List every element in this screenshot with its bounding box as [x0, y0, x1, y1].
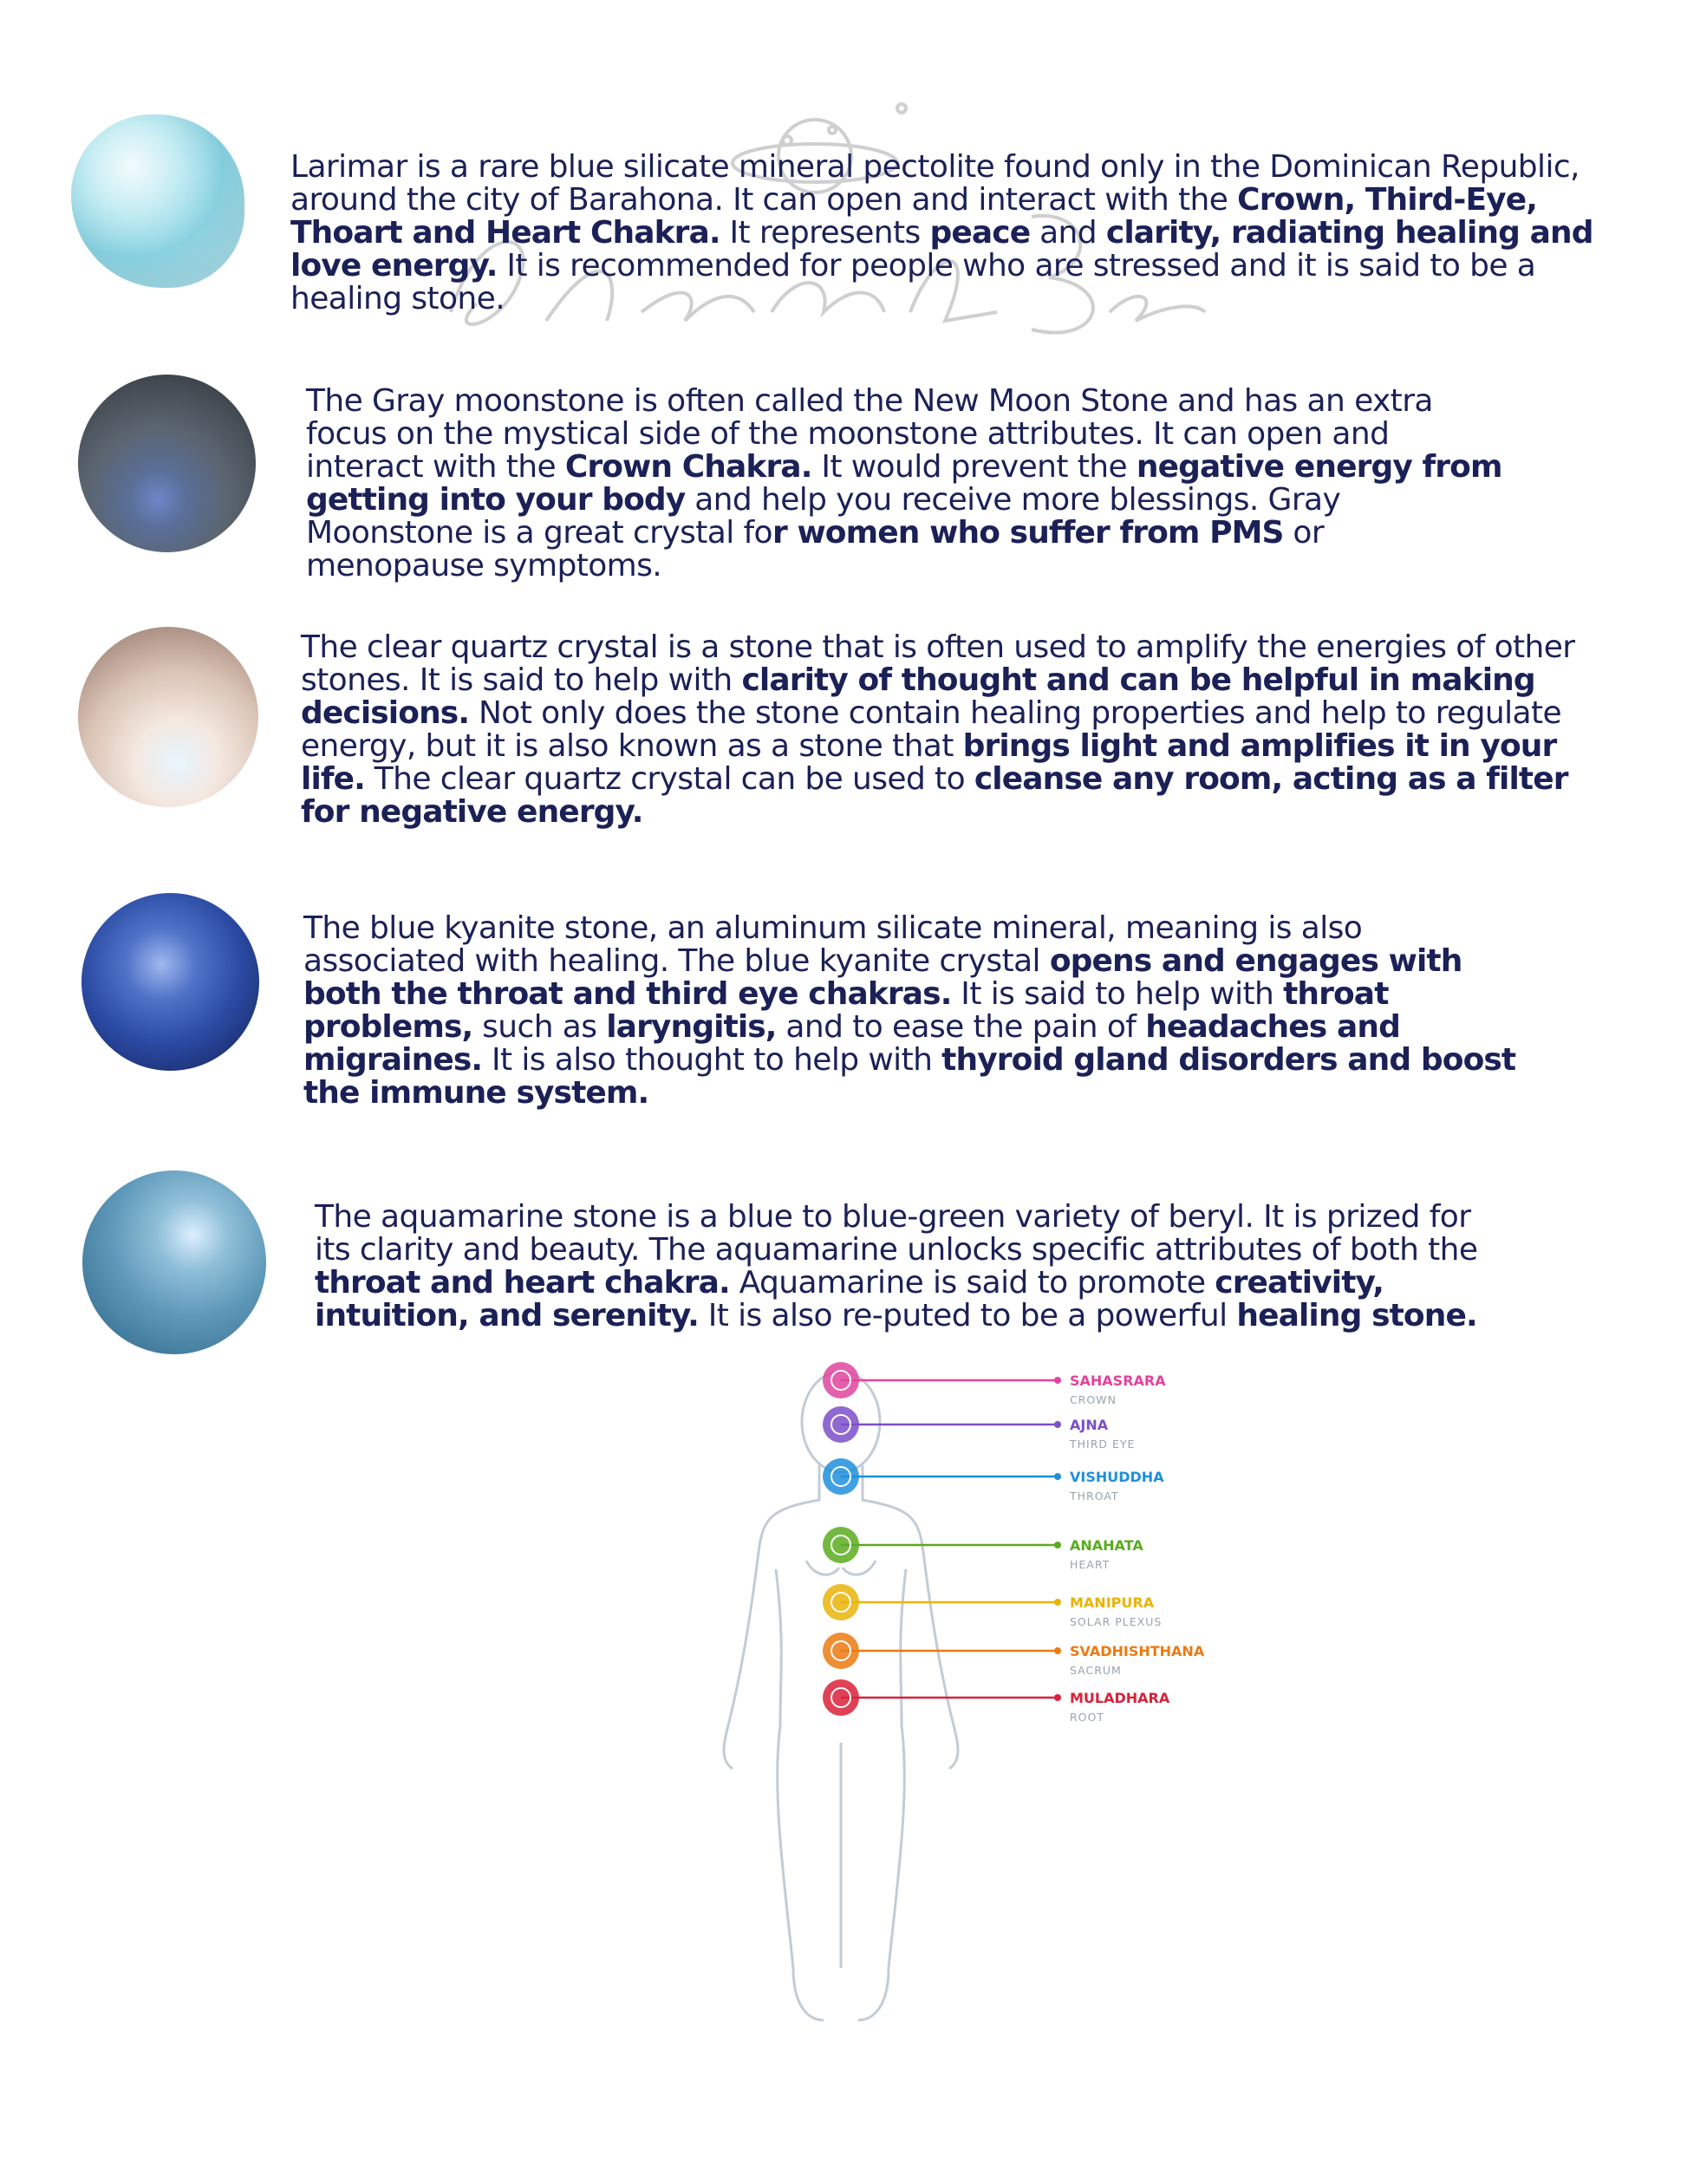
clear-quartz-description — [301, 631, 1580, 829]
bold-text: r women who suffer from PMS — [772, 515, 1284, 551]
aquamarine-description — [315, 1201, 1511, 1333]
chakra-name-label: AJNA — [1070, 1417, 1109, 1433]
chakra-name-label: ANAHATA — [1070, 1537, 1143, 1554]
larimar-stone-image — [71, 114, 244, 288]
text-run: It is recommended for people who are stressed and it is said to be a healing stone. — [290, 248, 1536, 316]
text-run: It is also re-puted to be a powerful — [698, 1298, 1237, 1333]
chakra-sahasrara — [823, 1362, 1166, 1406]
larimar-description — [290, 151, 1612, 316]
chakra-ajna — [823, 1406, 1135, 1451]
text-run: The clear quartz crystal can be used to — [364, 761, 974, 797]
chakra-meaning-label: THROAT — [1070, 1490, 1119, 1503]
chakra-name-label: SAHASRARA — [1070, 1372, 1166, 1389]
chakra-name-label: VISHUDDHA — [1070, 1469, 1164, 1485]
chakra-meaning-label: SOLAR PLEXUS — [1070, 1615, 1163, 1628]
chakra-muladhara — [823, 1679, 1170, 1724]
bold-text: thyroid gland disorders and boost the immune system. — [303, 1042, 1516, 1111]
text-run: The Gray moonstone is often called the New Moon Stone and has an extra focus on the mystical side of the moonstone attributes. It can open and interact with the — [306, 383, 1433, 485]
text-run: The aquamarine stone is a blue to blue-green variety of beryl. It is prized for its clarity and beauty. The aquamarine unlocks specific attributes of both the — [315, 1199, 1478, 1268]
gray-moonstone-image — [78, 375, 256, 552]
bold-text: cleanse any room, acting as a filter for negative energy. — [301, 761, 1568, 830]
clear-quartz-image — [78, 627, 258, 807]
blue-kyanite-description — [303, 912, 1517, 1110]
chakra-connector-dot — [1054, 1599, 1061, 1606]
text-run: and — [1030, 215, 1106, 251]
text-run: or menopause symptoms. — [306, 515, 1325, 583]
blue-kyanite-image — [81, 893, 259, 1071]
chakra-symbol-icon — [823, 1584, 859, 1620]
text-run: It is also thought to help with — [482, 1042, 942, 1078]
chakra-connector-dot — [1054, 1473, 1061, 1480]
chakra-symbol-icon — [823, 1633, 859, 1669]
bold-text: opens and engages with both the throat and third eye chakras. — [303, 943, 1462, 1012]
chakra-name-label: MANIPURA — [1070, 1594, 1155, 1611]
chakra-symbol-icon — [823, 1362, 859, 1398]
chakra-manipura — [823, 1584, 1162, 1628]
text-run: It is said to help with — [951, 976, 1284, 1012]
bold-text: Crown, Third-Eye, Thoart and Heart Chakra. — [290, 182, 1538, 251]
bold-text: healing stone. — [1236, 1298, 1477, 1333]
bold-text: negative energy from getting into your body — [306, 449, 1502, 518]
bold-text: peace — [929, 215, 1031, 251]
chakra-connector-dot — [1054, 1421, 1061, 1428]
chakra-symbol-icon — [823, 1406, 859, 1443]
text-run: The blue kyanite stone, an aluminum silicate mineral, meaning is also associated with healing. The blue kyanite crystal — [303, 910, 1363, 979]
bold-text: clarity, radiating healing and love energy. — [290, 215, 1593, 284]
chakra-connector-dot — [1054, 1694, 1061, 1701]
chakra-meaning-label: CROWN — [1070, 1393, 1117, 1406]
chakra-meaning-label: ROOT — [1070, 1711, 1104, 1724]
bold-text: brings light and amplifies it in your life. — [301, 728, 1557, 797]
chakra-connector-dot — [1054, 1542, 1061, 1548]
gray-moonstone-description — [306, 385, 1511, 583]
text-run: Larimar is a rare blue silicate mineral pectolite found only in the Dominican Republic, around the city of Barahona. It can open and interact with the — [290, 149, 1580, 218]
chakra-svadhishthana — [823, 1633, 1205, 1677]
text-run: It would prevent the — [811, 449, 1137, 485]
chakra-symbol-icon — [823, 1458, 859, 1495]
chakra-vishuddha — [823, 1458, 1164, 1503]
bold-text: clarity of thought and can be helpful in making decisions. — [301, 662, 1535, 731]
text-run: The clear quartz crystal is a stone that is often used to amplify the energies of other stones. It is said to help with — [301, 629, 1575, 698]
chakra-meaning-label: HEART — [1070, 1558, 1111, 1571]
bold-text: laryngitis, — [606, 1009, 777, 1045]
chakra-name-label: SVADHISHTHANA — [1070, 1643, 1205, 1659]
chakra-meaning-label: SACRUM — [1070, 1664, 1122, 1677]
text-run: Not only does the stone contain healing properties and help to regulate energy, but it is also known as a stone that — [301, 695, 1562, 764]
chakra-body-diagram — [711, 1361, 1231, 2055]
chakra-meaning-label: THIRD EYE — [1070, 1438, 1136, 1451]
chakra-symbol-icon — [823, 1527, 859, 1563]
text-run: such as — [472, 1009, 607, 1045]
bold-text: creativity, intuition, and serenity. — [315, 1265, 1384, 1333]
chakra-connector-dot — [1054, 1377, 1061, 1384]
bold-text: headaches and migraines. — [303, 1009, 1400, 1078]
chakra-anahata — [823, 1527, 1143, 1571]
text-run: It represents — [720, 215, 930, 251]
chakra-connector-dot — [1054, 1647, 1061, 1654]
chakra-name-label: MULADHARA — [1070, 1690, 1170, 1706]
aquamarine-image — [82, 1170, 266, 1354]
chakra-symbol-icon — [823, 1679, 859, 1716]
text-run: and help you receive more blessings. Gray Moonstone is a great crystal fo — [306, 482, 1341, 551]
bold-text: throat problems, — [303, 976, 1389, 1045]
bold-text: Crown Chakra. — [564, 449, 812, 485]
text-run: Aquamarine is said to promote — [729, 1265, 1215, 1301]
text-run: and to ease the pain of — [776, 1009, 1146, 1045]
bold-text: throat and heart chakra. — [315, 1265, 730, 1301]
